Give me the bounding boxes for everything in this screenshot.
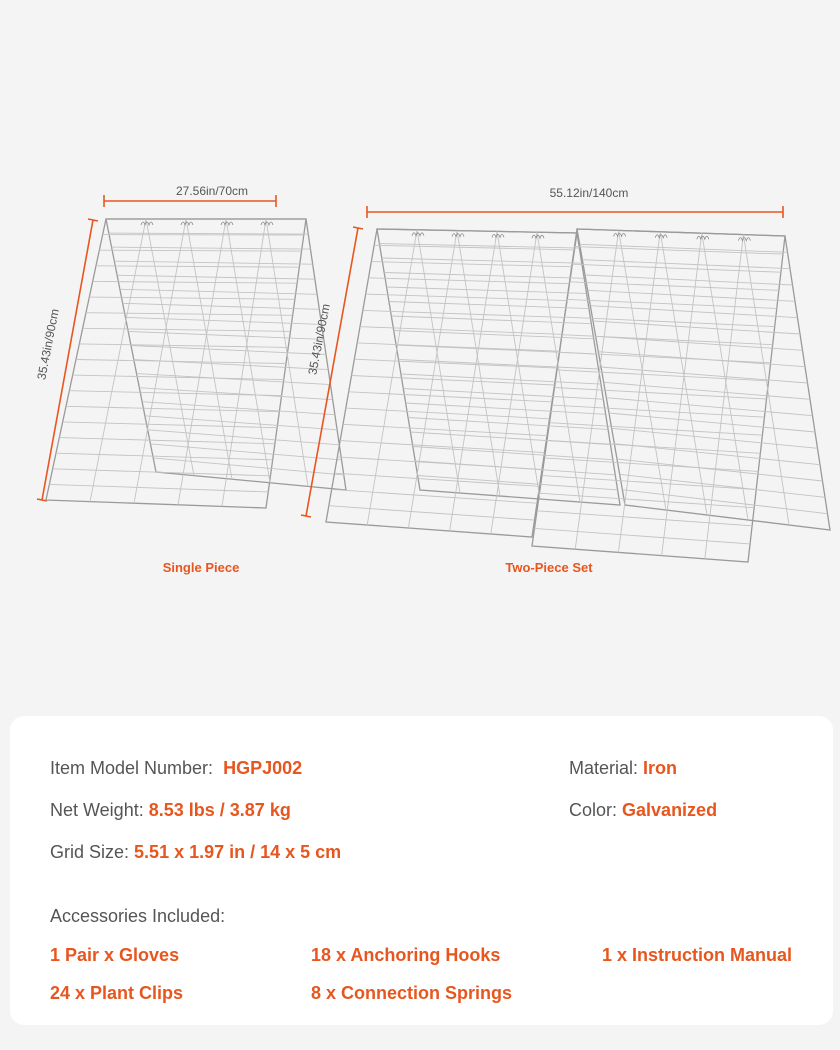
single-trellis-illustration (46, 219, 346, 508)
grid-size-value: 5.51 x 1.97 in / 14 x 5 cm (134, 842, 342, 862)
single-piece-caption: Single Piece (162, 560, 240, 575)
double-width-label: 55.12in/140cm (549, 186, 629, 200)
specifications-card (10, 716, 833, 1025)
accessory-item: 1 x Instruction Manual (602, 945, 793, 965)
grid-size-row (50, 842, 341, 863)
grid-size-label: Grid Size: (50, 842, 130, 862)
double-height-label: 35.43in/90cm (305, 302, 333, 376)
model-number-row (50, 758, 302, 779)
double-trellis-illustration (326, 229, 830, 562)
accessory-item: 8 x Connection Springs (311, 983, 513, 1003)
two-piece-caption: Two-Piece Set (505, 560, 593, 575)
color-label: Color: (569, 800, 618, 820)
accessory-item: 24 x Plant Clips (50, 983, 184, 1003)
accessory-item: 18 x Anchoring Hooks (311, 945, 501, 965)
model-number-label: Item Model Number: (50, 758, 214, 778)
color-value: Galvanized (622, 800, 718, 820)
material-label: Material: (569, 758, 639, 778)
single-height-label: 35.43in/90cm (34, 307, 62, 381)
accessory-item: 1 Pair x Gloves (50, 945, 180, 965)
net-weight-value: 8.53 lbs / 3.87 kg (148, 800, 291, 820)
single-width-label: 27.56in/70cm (175, 184, 249, 198)
model-number-value: HGPJ002 (223, 758, 303, 778)
accessories-heading: Accessories Included: (50, 906, 226, 926)
material-value: Iron (643, 758, 678, 778)
material-row (569, 758, 677, 779)
color-row (569, 800, 717, 821)
net-weight-row (50, 800, 291, 821)
net-weight-label: Net Weight: (50, 800, 144, 820)
